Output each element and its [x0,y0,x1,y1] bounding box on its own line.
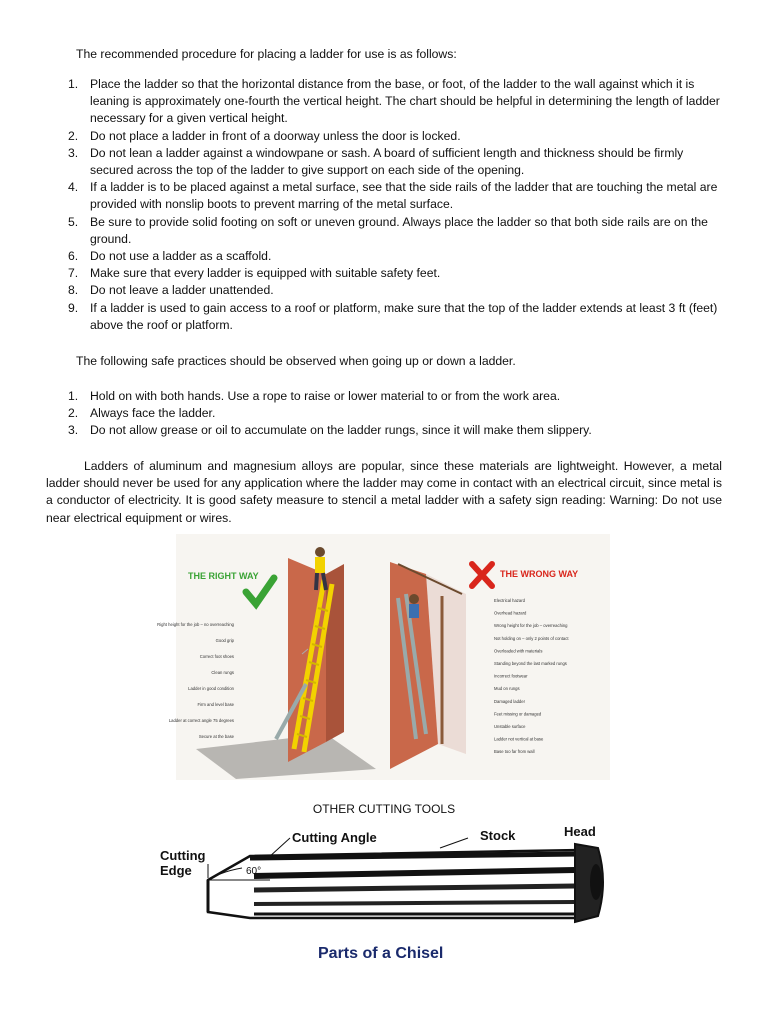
intro-paragraph-1: The recommended procedure for placing a ladder for use is as follows: [76,47,457,61]
ladder-callout-label: Right height for the job – no overreaching [157,622,234,627]
list-text: Do not lean a ladder against a windowpane or sash. A board of sufficient length and thickness should be firmly secured across the top of the ladder to give support on each side of the opening. [90,145,684,178]
chisel-title: Parts of a Chisel [318,945,444,962]
list-text: If a ladder is used to gain access to a roof or platform, make sure that the top of the ladder extends at least 3 ft (feet) above the roof or platform. [90,300,718,332]
ladder-safety-figure [157,534,610,780]
stock-label: Stock [480,828,516,843]
ladder-callout-label: Overloaded with materials [494,648,543,654]
list-text: Do not allow grease or oil to accumulate on the ladder rungs, since it will make them slippery. [90,423,592,438]
ladder-callout-label: Ladder not vertical at base [494,736,544,742]
list-number: 4. [68,180,79,195]
ladder-callout-label: Not holding on – only 2 points of contact [494,635,569,641]
chisel-diagram [150,818,616,970]
ladder-callout-label: Firm and level base [197,702,234,707]
wrong-way-title: THE WRONG WAY [500,569,579,579]
list-number: 3. [68,145,79,160]
list-item [46,282,722,299]
ladder-callout-label: Good grip [215,638,234,643]
ladder-callout-label: Incorrect footwear [494,673,528,679]
list-item [46,265,722,282]
cutting-angle-label: Cutting Angle [292,830,377,845]
ladder-callout-label: Base too far from wall [494,749,535,755]
safe-practices-list [46,388,722,440]
list-text: Hold on with both hands. Use a rope to raise or lower material to or from the work area. [90,389,561,403]
ladder-callout-label: Wrong height for the job – overreaching [494,623,568,629]
ladder-callout-label: Mud on rungs [494,686,520,692]
ladder-callout-label: Secure at the base [198,734,234,739]
ladder-callout-label: Damaged ladder [494,698,525,704]
list-number: 2. [68,406,79,421]
list-number: 2. [68,128,79,143]
list-text: Do not place a ladder in front of a doorway unless the door is locked. [90,128,461,143]
list-text: Place the ladder so that the horizontal distance from the base, or foot, of the ladder to the wall against which it is leaning is approximately one-fourth the vertical height. The chart should be helpful in determining the length of ladder necessary for a given vertical height. [90,77,720,126]
list-item [46,388,722,405]
head-label: Head [564,824,596,839]
list-number: 9. [68,300,79,315]
right-way-title: THE RIGHT WAY [188,571,259,581]
list-number: 8. [68,283,79,298]
intro-paragraph-2: The following safe practices should be observed when going up or down a ladder. [76,354,516,368]
list-text: If a ladder is to be placed against a metal surface, see that the side rails of the ladder that are touching the metal are provided with nonslip boots to prevent marring of the metal surface. [90,180,718,212]
list-item [46,76,722,128]
list-text: Do not leave a ladder unattended. [90,283,274,298]
list-number: 7. [68,266,79,281]
list-item [46,179,722,213]
list-item [46,214,722,248]
list-item [46,248,722,265]
list-number: 1. [68,389,79,403]
ladder-callout-label: Feet missing or damaged [494,711,542,717]
cutting-edge-label: Cutting Edge [160,848,206,878]
list-item [46,300,722,334]
list-number: 3. [68,423,79,438]
list-text: Do not use a ladder as a scaffold. [90,249,272,264]
ladder-callout-label: Standing beyond the last marked rungs [494,661,567,666]
ladder-callout-label: Overhead hazard [494,610,527,616]
ladder-callout-label: Unstable surface [494,724,526,729]
ladder-callout-label: Ladder at correct angle 75 degrees [168,718,234,723]
list-item [46,128,722,145]
list-text: Always face the ladder. [90,406,216,421]
list-text: Make sure that every ladder is equipped with suitable safety feet. [90,266,441,281]
list-item [46,405,722,422]
procedure-list [46,76,722,334]
angle-label: 60° [246,866,262,877]
list-number: 6. [68,249,79,264]
list-text: Be sure to provide solid footing on soft or uneven ground. Always place the ladder so that both side rails are on the ground. [90,214,708,246]
ladder-callout-label: Electrical hazard [494,598,525,603]
ladder-callout-label: Clean rungs [211,670,234,675]
list-number: 5. [68,214,79,229]
list-item [46,422,722,439]
ladder-callout-label: Ladder in good condition [188,686,234,691]
figure-caption: OTHER CUTTING TOOLS [312,802,456,816]
aluminum-ladder-paragraph: Ladders of aluminum and magnesium alloys are popular, since these materials are lightweight. However, a metal ladder should never be used for any application where the ladder may come in contact with an electrical circuit, since metal is a conductor of electricity. It is good safety measure to stencil a metal ladder with a safety sign reading: Warning: Do not use near electrical equipment or wires. [46,459,722,525]
ladder-callout-label: Correct foot shoes [199,654,234,659]
list-number: 1. [68,77,79,91]
list-item [46,145,722,179]
